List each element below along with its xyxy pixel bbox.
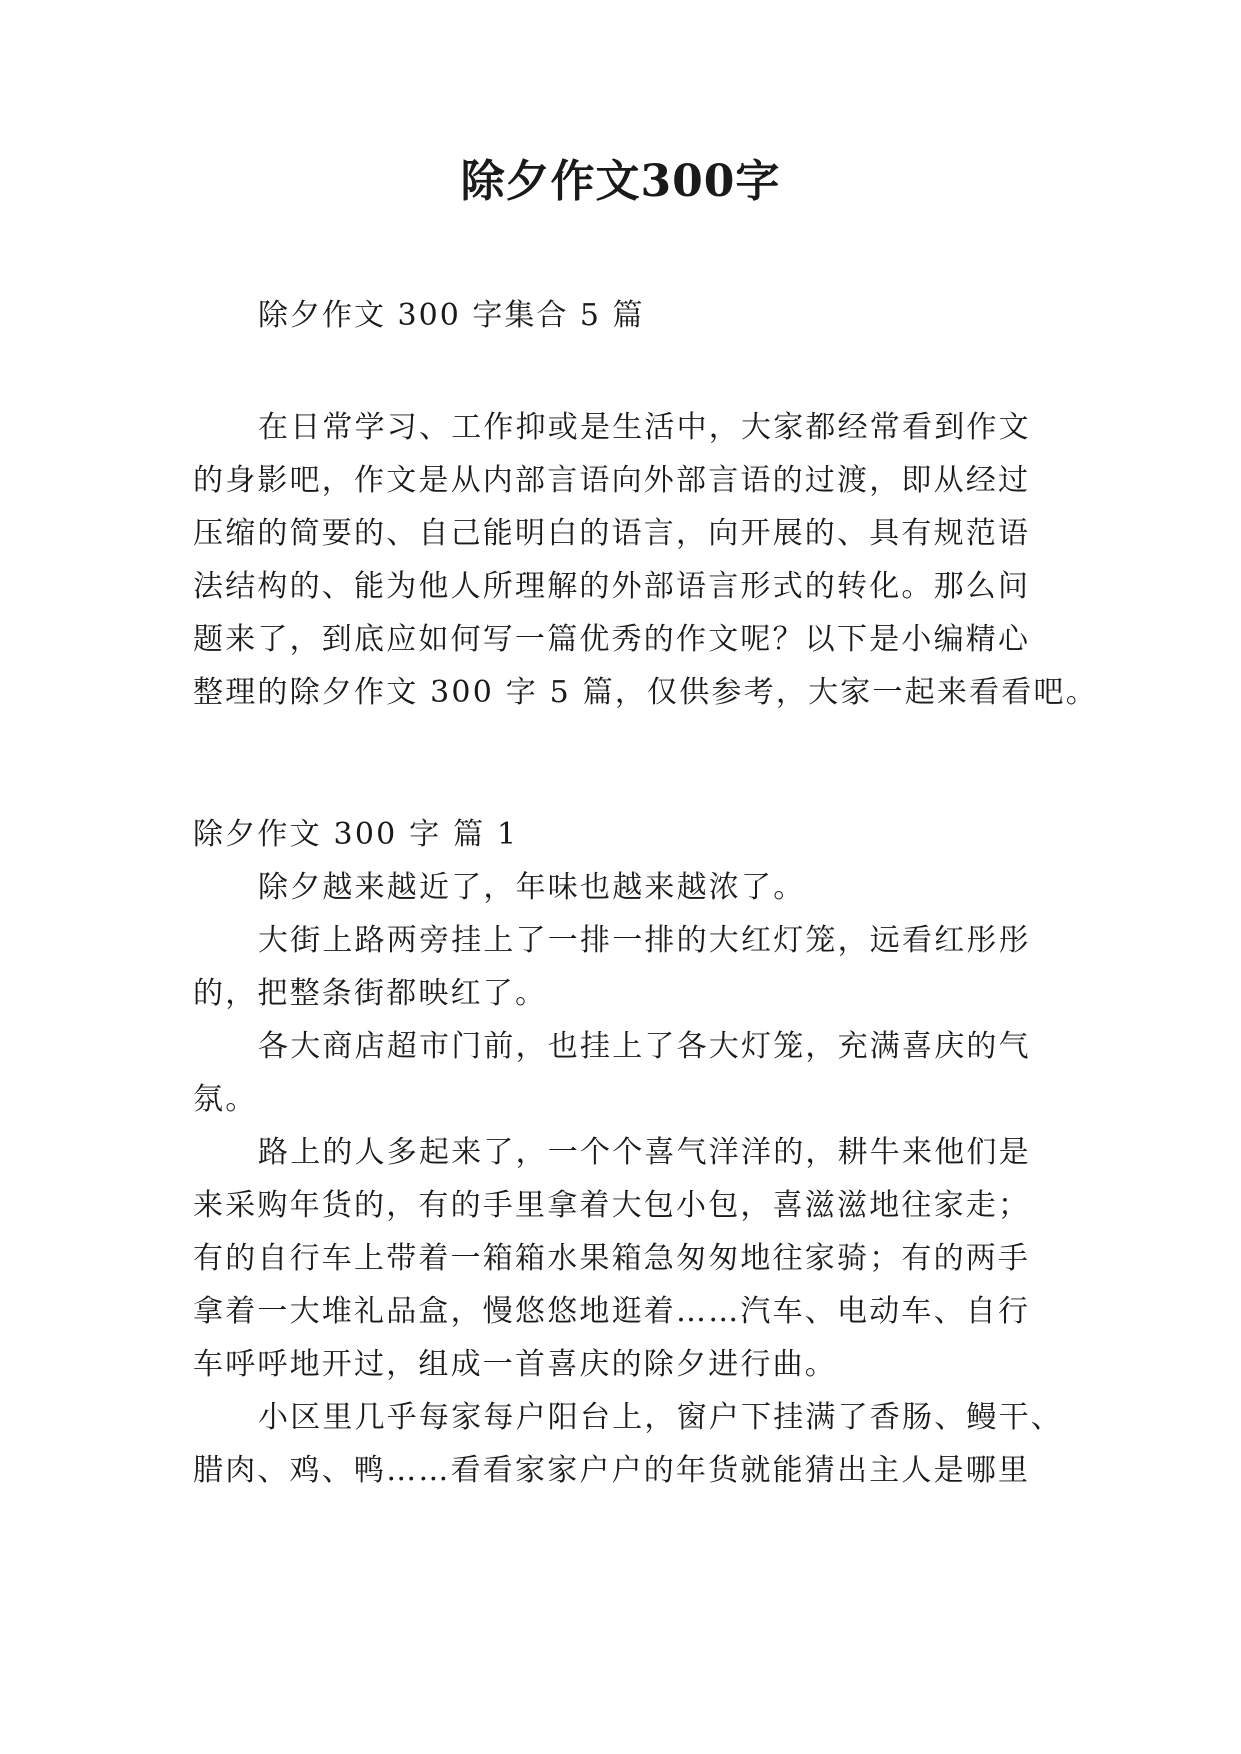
- body-line: 小区里几乎每家每户阳台上，窗户下挂满了香肠、鳗干、: [258, 1400, 1063, 1435]
- body-line: 路上的人多起来了，一个个喜气洋洋的，耕牛来他们是: [258, 1135, 1031, 1170]
- intro-line: 的身影吧，作文是从内部言语向外部言语的过渡，即从经过: [193, 463, 1031, 498]
- intro-line: 整理的除夕作文 300 字 5 篇，仅供参考，大家一起来看看吧。: [193, 675, 1098, 710]
- intro-line: 法结构的、能为他人所理解的外部语言形式的转化。那么问: [193, 569, 1031, 604]
- document-title: 除夕作文300字: [460, 156, 781, 207]
- body-line: 各大商店超市门前，也挂上了各大灯笼，充满喜庆的气: [258, 1029, 1031, 1064]
- intro-line: 在日常学习、工作抑或是生活中，大家都经常看到作文: [258, 410, 1031, 445]
- intro-line: 压缩的简要的、自己能明白的语言，向开展的、具有规范语: [193, 516, 1031, 551]
- body-line: 来采购年货的，有的手里拿着大包小包，喜滋滋地往家走；: [193, 1188, 1031, 1223]
- section-heading: 除夕作文 300 字 篇 1: [193, 817, 519, 852]
- body-line: 大街上路两旁挂上了一排一排的大红灯笼，远看红彤彤: [258, 923, 1031, 958]
- body-line: 车呼呼地开过，组成一首喜庆的除夕进行曲。: [193, 1347, 837, 1382]
- body-line: 的，把整条街都映红了。: [193, 976, 548, 1011]
- document-subtitle: 除夕作文 300 字集合 5 篇: [258, 298, 645, 333]
- intro-line: 题来了，到底应如何写一篇优秀的作文呢？以下是小编精心: [193, 622, 1031, 657]
- body-line: 拿着一大堆礼品盒，慢悠悠地逛着……汽车、电动车、自行: [193, 1294, 1031, 1329]
- body-line: 除夕越来越近了，年味也越来越浓了。: [258, 870, 806, 905]
- body-line: 氛。: [193, 1082, 258, 1117]
- body-line: 有的自行车上带着一箱箱水果箱急匆匆地往家骑；有的两手: [193, 1241, 1031, 1276]
- body-line: 腊肉、鸡、鸭……看看家家户户的年货就能猜出主人是哪里: [193, 1453, 1031, 1488]
